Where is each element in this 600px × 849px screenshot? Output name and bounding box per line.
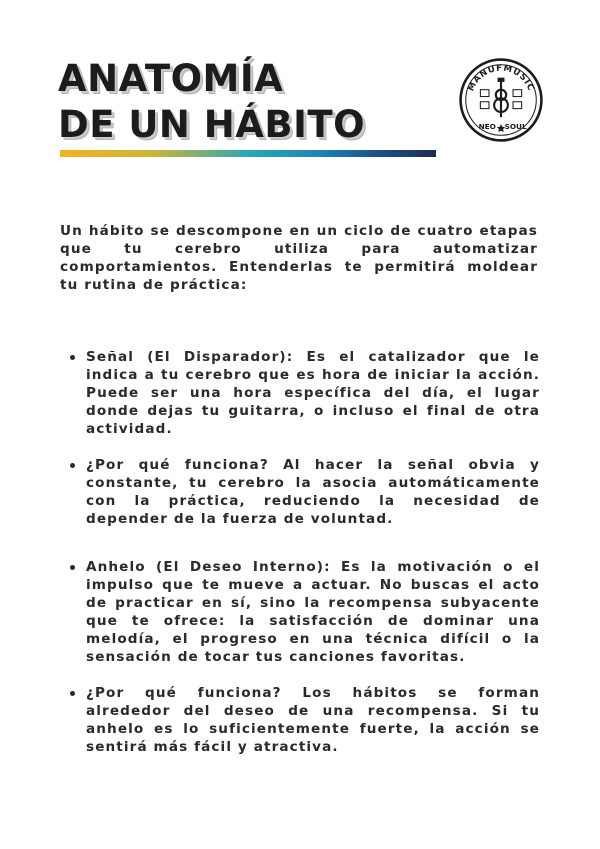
list-item-text: Anhelo (El Deseo Interno): Es la motivación o el impulso que te mueve a actuar. No buscas el acto de practicar en sí, sino la recompensa subyacente que te ofrece: la satisfacción de dominar una melodía, el progreso en una técnica difícil o la sensación de tocar tus canciones favoritas. (86, 559, 540, 665)
page-title (58, 56, 365, 148)
list-item (62, 348, 540, 438)
bullet-dot-icon (70, 691, 75, 696)
list-item-text: ¿Por qué funciona? Los hábitos se forman alrededor del deseo de una recompensa. Si tu anhelo es lo suficientemente fuerte, la acción se sentirá más fácil y atractiva. (86, 685, 540, 755)
list-item (62, 684, 540, 756)
list-item (62, 456, 540, 528)
bullet-dot-icon (70, 565, 75, 570)
logo-bottom-left-text: NEO (478, 122, 496, 132)
intro-paragraph: Un hábito se descompone en un ciclo de cuatro etapas que tu cerebro utiliza para automatizar comportamientos. Entenderlas te permitirá moldear tu rutina de práctica: (60, 223, 538, 293)
list-item-text: Señal (El Disparador): Es el catalizador que le indica a tu cerebro que es hora de iniciar la acción. Puede ser una hora específica del día, el lugar donde dejas tu guitarra, o incluso el final de otra actividad. (86, 349, 540, 437)
habit-stage-list-craving (62, 558, 540, 756)
page-title-line-1: ANATOMÍA (58, 57, 284, 100)
list-item-text: ¿Por qué funciona? Al hacer la señal obvia y constante, tu cerebro la asocia automáticamente con la práctica, reduciendo la necesidad de depender de la fuerza de voluntad. (86, 457, 540, 527)
habit-stage-list-signal (62, 348, 540, 528)
manufmusic-logo (458, 57, 544, 143)
page-title-line-2: DE UN HÁBITO (58, 103, 366, 146)
list-item (62, 558, 540, 666)
bullet-dot-icon (70, 463, 75, 468)
bullet-dot-icon (70, 355, 75, 360)
logo-bottom-right-text: SOUL (504, 122, 527, 132)
title-gradient-rule (60, 150, 436, 157)
logo-top-text: MANUFMUSIC (466, 63, 536, 93)
